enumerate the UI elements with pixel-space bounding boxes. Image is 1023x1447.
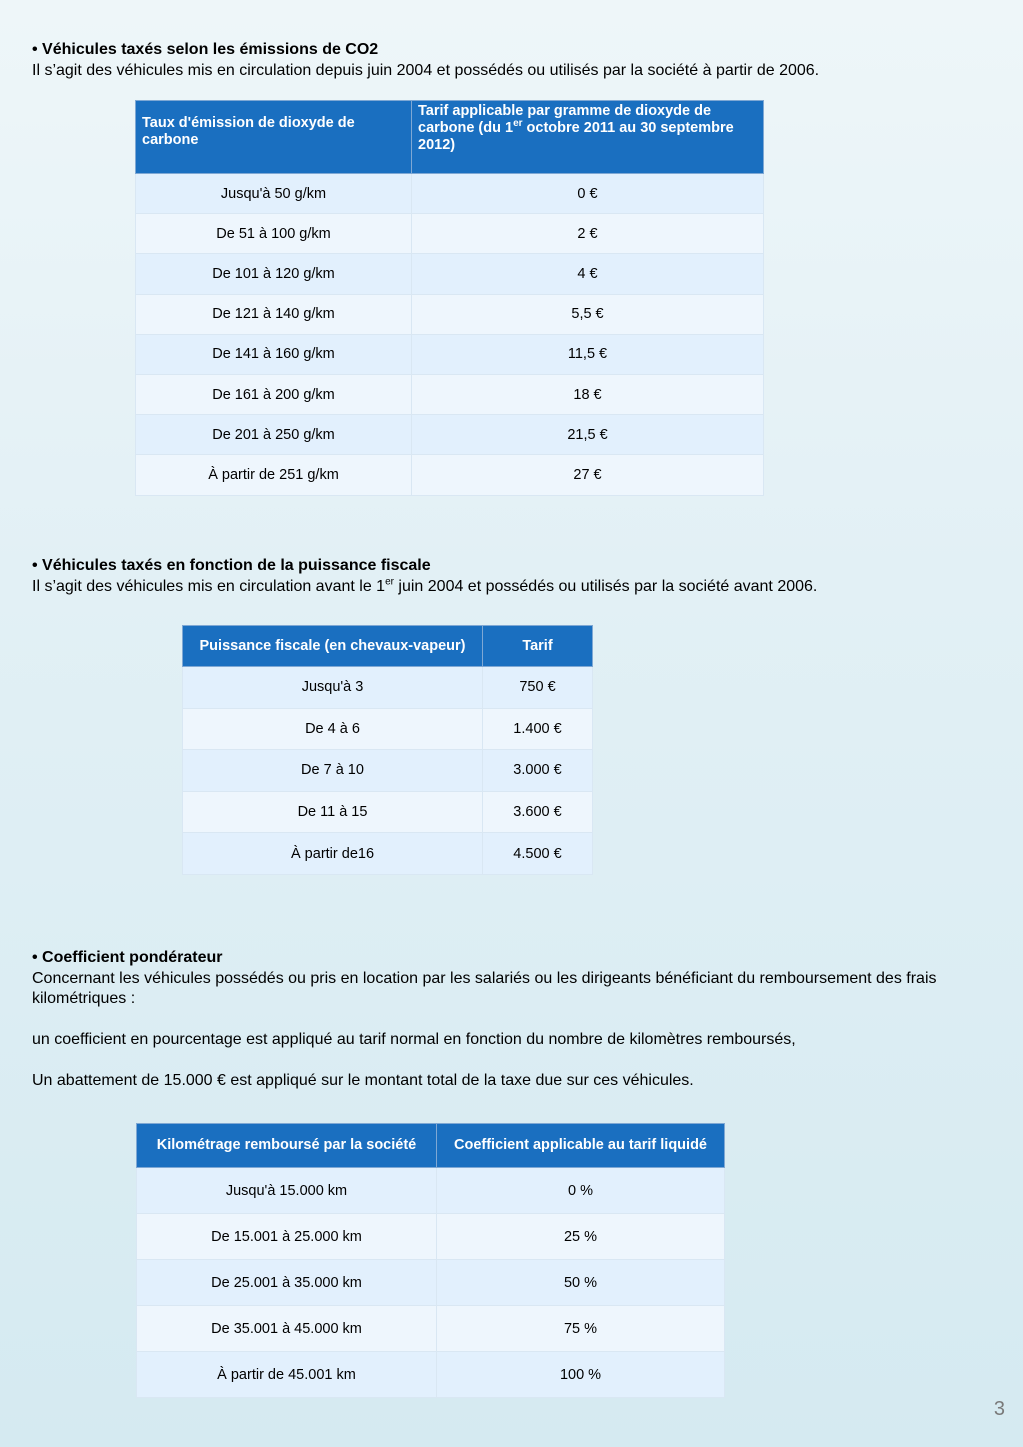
fiscal-table-row — [183, 791, 593, 833]
mileage-range-cell: À partir de 45.001 km — [137, 1352, 437, 1398]
co2-range-cell: De 141 à 160 g/km — [136, 334, 412, 374]
fiscal-value-cell: 750 € — [483, 667, 593, 709]
fiscal-value-cell: 3.600 € — [483, 791, 593, 833]
fiscal-range-cell: De 11 à 15 — [183, 791, 483, 833]
fiscal-value-cell: 3.000 € — [483, 750, 593, 792]
section2-text-pre: Il s’agit des véhicules mis en circulation avant le 1 — [32, 578, 386, 595]
co2-table-row — [136, 214, 764, 254]
page-number: 3 — [993, 1398, 1005, 1420]
co2-header-tarif-post: octobre 2011 au 30 septembre 2012) — [418, 120, 734, 153]
mileage-value-cell: 75 % — [437, 1306, 725, 1352]
co2-range-cell: De 101 à 120 g/km — [136, 254, 412, 294]
co2-header-tarif-sup: er — [513, 118, 523, 130]
section3-text2: un coefficient en pourcentage est appliqué au tarif normal en fonction du nombre de kilomètres remboursés, — [32, 1031, 796, 1048]
fiscal-table-row — [183, 667, 593, 709]
mileage-value-cell: 0 % — [437, 1168, 725, 1214]
fiscal-range-cell: À partir de16 — [183, 833, 483, 875]
fiscal-header-power: Puissance fiscale (en chevaux-vapeur) — [183, 626, 483, 667]
mileage-range-cell: Jusqu'à 15.000 km — [137, 1168, 437, 1214]
mileage-header-km: Kilométrage remboursé par la société — [137, 1124, 437, 1168]
section2-title: • Véhicules taxés en fonction de la puissance fiscale — [32, 557, 431, 574]
section1-title: • Véhicules taxés selon les émissions de CO2 — [32, 41, 379, 58]
co2-value-cell: 2 € — [412, 214, 764, 254]
mileage-range-cell: De 15.001 à 25.000 km — [137, 1214, 437, 1260]
mileage-range-cell: De 35.001 à 45.000 km — [137, 1306, 437, 1352]
co2-range-cell: De 121 à 140 g/km — [136, 294, 412, 334]
section3-text1: Concernant les véhicules possédés ou pris en location par les salariés ou les dirigeants bénéficiant du remboursement des frais kilométriques : — [32, 970, 937, 1007]
fiscal-value-cell: 1.400 € — [483, 708, 593, 750]
mileage-table-row — [137, 1352, 725, 1398]
mileage-value-cell: 50 % — [437, 1260, 725, 1306]
co2-header-tarif-pre: Tarif applicable par gramme de dioxyde de carbone (du 1 — [418, 103, 712, 136]
co2-header-emission: Taux d'émission de dioxyde de carbone — [136, 101, 412, 174]
fiscal-value-cell: 4.500 € — [483, 833, 593, 875]
section3-title: • Coefficient pondérateur — [32, 949, 223, 966]
mileage-table-row — [137, 1214, 725, 1260]
mileage-value-cell: 100 % — [437, 1352, 725, 1398]
mileage-range-cell: De 25.001 à 35.000 km — [137, 1260, 437, 1306]
fiscal-header-tarif: Tarif — [483, 626, 593, 667]
fiscal-power-table — [182, 625, 593, 875]
section3-text3: Un abattement de 15.000 € est appliqué sur le montant total de la taxe due sur ces véhicules. — [32, 1072, 694, 1089]
fiscal-range-cell: De 7 à 10 — [183, 750, 483, 792]
co2-table-row — [136, 334, 764, 374]
co2-table-row — [136, 415, 764, 455]
co2-value-cell: 11,5 € — [412, 334, 764, 374]
co2-value-cell: 0 € — [412, 174, 764, 214]
co2-range-cell: Jusqu'à 50 g/km — [136, 174, 412, 214]
co2-range-cell: De 161 à 200 g/km — [136, 374, 412, 414]
section2-text-sup: er — [385, 576, 394, 588]
co2-emission-table — [135, 100, 764, 496]
fiscal-range-cell: De 4 à 6 — [183, 708, 483, 750]
co2-header-tarif — [412, 101, 764, 174]
mileage-header-coef: Coefficient applicable au tarif liquidé — [437, 1124, 725, 1168]
fiscal-table-row — [183, 750, 593, 792]
fiscal-range-cell: Jusqu'à 3 — [183, 667, 483, 709]
mileage-coefficient-table — [136, 1123, 725, 1398]
co2-value-cell: 18 € — [412, 374, 764, 414]
co2-value-cell: 4 € — [412, 254, 764, 294]
mileage-table-row — [137, 1260, 725, 1306]
co2-table-row — [136, 174, 764, 214]
mileage-table-row — [137, 1168, 725, 1214]
section1-text: Il s’agit des véhicules mis en circulation depuis juin 2004 et possédés ou utilisés par la société à partir de 2006. — [32, 62, 820, 79]
fiscal-table-row — [183, 708, 593, 750]
co2-table-row — [136, 294, 764, 334]
co2-range-cell: À partir de 251 g/km — [136, 455, 412, 495]
co2-table-row — [136, 254, 764, 294]
co2-value-cell: 21,5 € — [412, 415, 764, 455]
co2-value-cell: 5,5 € — [412, 294, 764, 334]
co2-table-row — [136, 374, 764, 414]
section2-text — [32, 577, 817, 597]
co2-value-cell: 27 € — [412, 455, 764, 495]
co2-range-cell: De 201 à 250 g/km — [136, 415, 412, 455]
co2-table-row — [136, 455, 764, 495]
section2-text-post: juin 2004 et possédés ou utilisés par la société avant 2006. — [393, 578, 818, 595]
co2-range-cell: De 51 à 100 g/km — [136, 214, 412, 254]
mileage-value-cell: 25 % — [437, 1214, 725, 1260]
mileage-table-row — [137, 1306, 725, 1352]
fiscal-table-row — [183, 833, 593, 875]
